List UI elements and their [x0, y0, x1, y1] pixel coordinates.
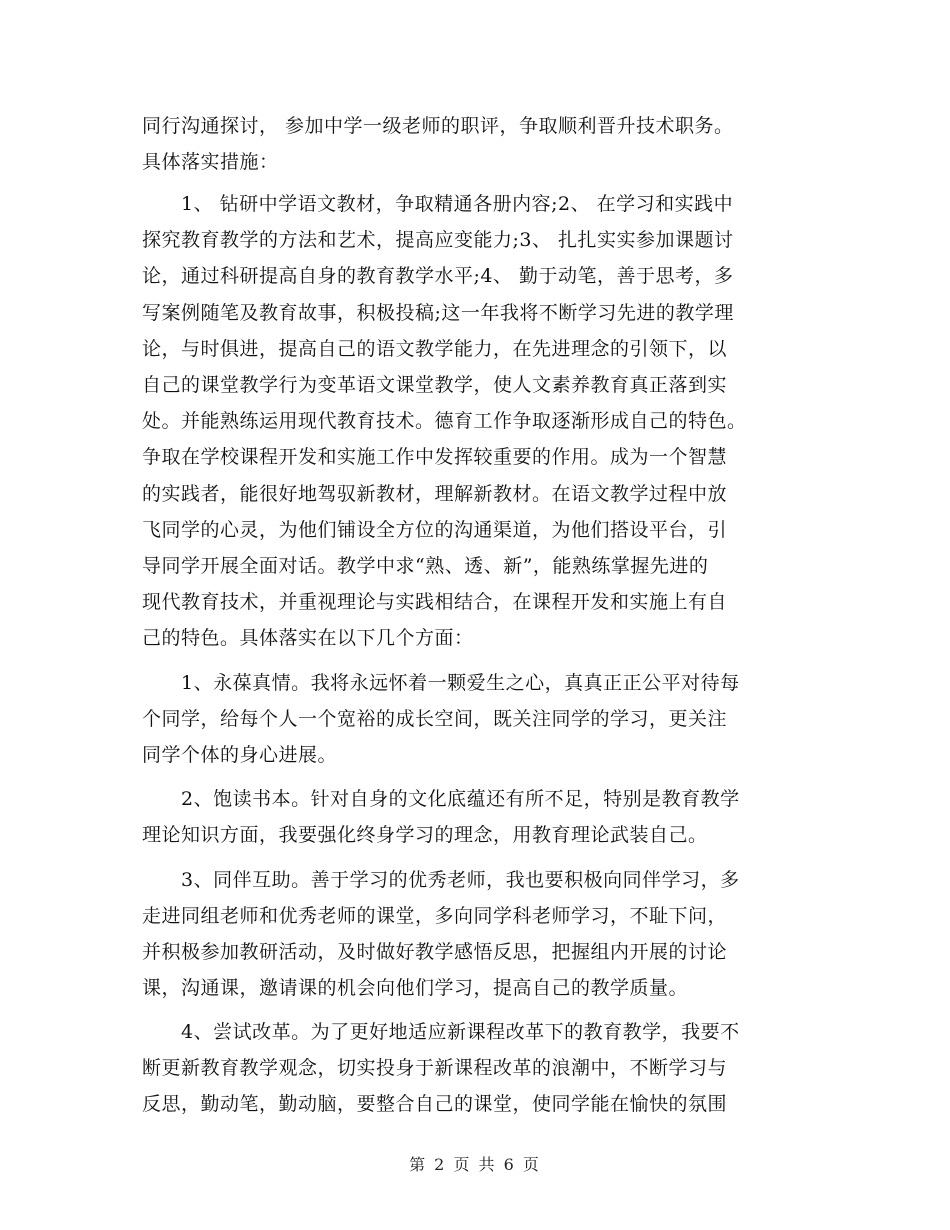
text-line: 1、 钻研中学语文教材，争取精通各册内容;2、 在学习和实践中 — [142, 193, 734, 215]
text-line: 自己的课堂教学行为变革语文课堂教学，使人文素养教育真正落到实 — [142, 374, 728, 396]
text-line: 3、同伴互助。善于学习的优秀老师，我也要积极向同伴学习，多 — [142, 869, 740, 891]
text-line: 反思，勤动笔，勤动脑，要整合自己的课堂，使同学能在愉快的氛围 — [142, 1093, 728, 1115]
text-line: 2、饱读书本。针对自身的文化底蕴还有所不足，特别是教育教学 — [142, 788, 740, 810]
text-line: 个同学，给每个人一个宽裕的成长空间，既关注同学的学习，更关注 — [142, 708, 728, 730]
text-line: 论，通过科研提高自身的教育教学水平;4、 勤于动笔，善于思考，多 — [142, 265, 734, 287]
text-line: 同学个体的身心进展。 — [142, 744, 338, 766]
text-line: 争取在学校课程开发和实施工作中发挥较重要的作用。成为一个智慧 — [142, 446, 728, 468]
text-line: 写案例随笔及教育故事，积极投稿;这一年我将不断学习先进的教学理 — [142, 302, 734, 324]
text-line: 走进同组老师和优秀老师的课堂，多向同学科老师学习，不耻下问， — [142, 905, 728, 927]
text-line: 处。并能熟练运用现代教育技术。德育工作争取逐渐形成自己的特色。 — [142, 410, 747, 432]
text-line: 论，与时俱进，提高自己的语文教学能力，在先进理念的引领下，以 — [142, 338, 728, 360]
text-line: 并积极参加教研活动，及时做好教学感悟反思，把握组内开展的讨论 — [142, 941, 728, 963]
text-line: 己的特色。具体落实在以下几个方面： — [142, 627, 474, 649]
page-number-footer: 第 2 页 共 6 页 — [409, 1155, 541, 1174]
text-line: 具体落实措施： — [142, 151, 279, 173]
text-line: 断更新教育教学观念，切实投身于新课程改革的浪潮中，不断学习与 — [142, 1057, 728, 1079]
text-line: 课，沟通课，邀请课的机会向他们学习，提高自己的教学质量。 — [142, 977, 689, 999]
text-line: 飞同学的心灵，为他们铺设全方位的沟通渠道，为他们搭设平台，引 — [142, 519, 728, 541]
text-line: 现代教育技术，并重视理论与实践相结合，在课程开发和实施上有自 — [142, 591, 728, 613]
text-line: 导同学开展全面对话。教学中求“熟、透、新”，能熟练掌握先进的 — [142, 555, 709, 577]
text-line: 1、永葆真情。我将永远怀着一颗爱生之心，真真正正公平对待每 — [142, 672, 740, 694]
text-line: 4、尝试改革。为了更好地适应新课程改革下的教育教学，我要不 — [142, 1021, 740, 1043]
text-line: 理论知识方面，我要强化终身学习的理念，用教育理论武装自己。 — [142, 824, 708, 846]
text-line: 同行沟通探讨， 参加中学一级老师的职评，争取顺利晋升技术职务。 — [142, 115, 734, 137]
text-line: 的实践者，能很好地驾驭新教材，理解新教材。在语文教学过程中放 — [142, 483, 728, 505]
text-line: 探究教育教学的方法和艺术，提高应变能力;3、 扎扎实实参加课题讨 — [142, 229, 734, 251]
